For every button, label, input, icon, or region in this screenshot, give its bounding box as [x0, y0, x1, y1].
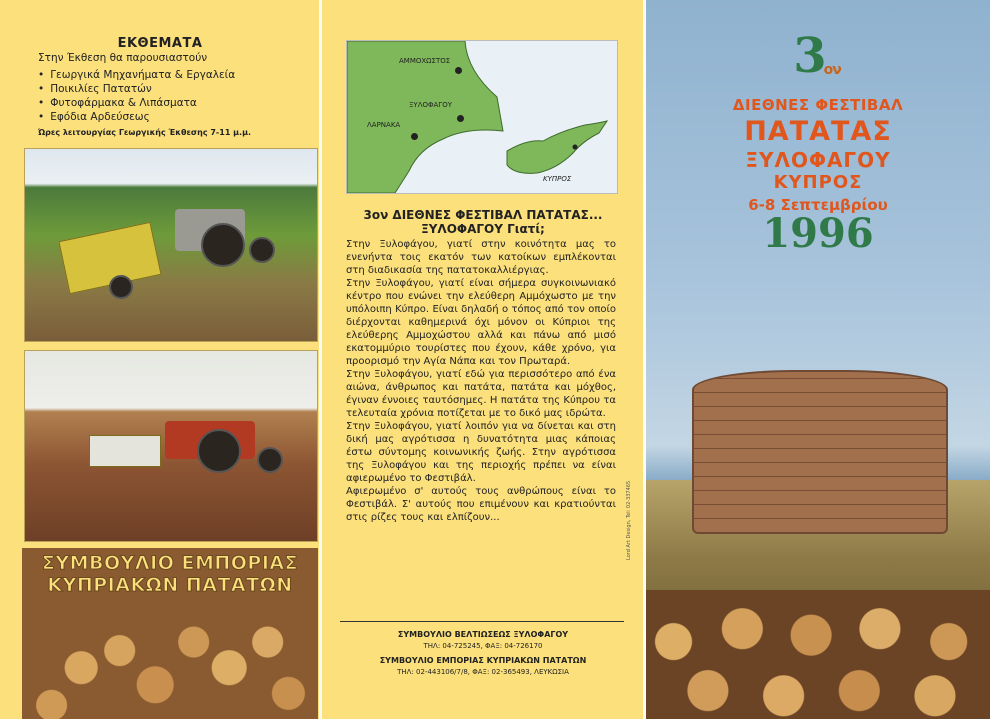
council-heading-line1: ΣΥΜΒΟΥΛΙΟ ΕΜΠΟΡΙΑΣ: [41, 552, 299, 574]
why-paragraph: Στην Ξυλοφάγου, γιατί εδώ για περισσότερο από ένα αιώνα, άνθρωπος και πατάτα, πατάτα και μόχθος, έγιναν έννοιες ταυτόσημες. Η πατάτα της Κύπρου τα τελευταία χρόνια ποτίζεται με το δικό μας ιδρώτα.: [346, 369, 616, 419]
planter-machine: [89, 435, 161, 467]
exhibits-title: ΕΚΘΕΜΑΤΑ: [117, 36, 203, 51]
map-label-ammochostos: ΑΜΜΟΧΩΣΤΟΣ: [399, 57, 451, 65]
tractor-wheel: [257, 447, 283, 473]
ammochostos-dot: [455, 67, 462, 74]
list-item: • Ποικιλίες Πατατών: [38, 82, 235, 96]
cyprus-map: [346, 40, 618, 194]
why-paragraph: Αφιερωμένο σ' αυτούς τους ανθρώπους είναι το Φεστιβάλ. Σ' αυτούς που επιμένουν και κρατιούνται στις ρίζες τους και ελπίζουν...: [346, 486, 616, 523]
map-label-larnaka: ΛΑΡΝΑΚΑ: [367, 121, 401, 129]
why-title-line1: 3ον ΔΙΕΘΝΕΣ ΦΕΣΤΙΒΑΛ ΠΑΤΑΤΑΣ...: [363, 208, 603, 222]
xylofagou-dot: [457, 115, 464, 122]
design-credit: Lord Art Design, Tel: 02-337465: [626, 480, 632, 560]
exhibits-intro: Στην Έκθεση θα παρουσιαστούν: [38, 52, 208, 64]
edition-ordinal: ον: [823, 62, 841, 78]
exhibits-list: [38, 68, 235, 124]
map-label-kypros: ΚΥΠΡΟΣ: [543, 175, 572, 183]
why-paragraph: Στην Ξυλοφάγου, γιατί είναι σήμερα συγκοινωνιακό κέντρο που ενώνει την ελεύθερη Αμμόχωστο με την υπόλοιπη Κύπρο. Είναι δηλαδή ο τόπος από τον οποίο διέρχονται καθημερινά όχι μόνον οι Κύπριοι της ελεύθερης Αμμοχώστου αλλά και πάνω από μισό εκατομμύριο τουρίστες που έχουν, κάθε χρόνο, για προορισμό την Αγία Νάπα και τον Πρωταρά.: [346, 278, 616, 367]
cover-line-potato: ΠΑΤΑΤΑΣ: [744, 116, 892, 147]
harvester-tractor-photo: [24, 148, 318, 342]
cover-line-international-festival: ΔΙΕΘΝΕΣ ΦΕΣΤΙΒΑΛ: [732, 96, 904, 114]
list-item: • Εφόδια Αρδεύσεως: [38, 110, 235, 124]
why-body: [346, 238, 616, 524]
cover-line-cyprus: ΚΥΠΡΟΣ: [773, 172, 863, 193]
cyprus-island: [507, 121, 607, 173]
list-item: • Φυτοφάρμακα & Λιπάσματα: [38, 96, 235, 110]
why-title-line2: ΞΥΛΟΦΑΓΟΥ Γιατί;: [421, 222, 545, 236]
edition-number: [646, 28, 990, 84]
contact-divider: [340, 621, 624, 622]
cart-wheel: [109, 275, 133, 299]
contact-tel-xylofagou: ΤΗΛ: 04-725245, ΦΑΞ: 04-726170: [423, 642, 543, 650]
planting-tractor-photo: [24, 350, 318, 542]
contact-org-potato-board: ΣΥΜΒΟΥΛΙΟ ΕΜΠΟΡΙΑΣ ΚΥΠΡΙΑΚΩΝ ΠΑΤΑΤΩΝ: [379, 656, 587, 665]
cover-line-xylofagou: ΞΥΛΟΦΑΓΟΥ: [745, 148, 891, 172]
stone-tower: [692, 370, 948, 534]
council-heading-line2: ΚΥΠΡΙΑΚΩΝ ΠΑΤΑΤΩΝ: [47, 574, 293, 596]
exhibition-hours: Ώρες λειτουργίας Γεωργικής Έκθεσης 7-11 μ.μ.: [38, 128, 252, 137]
contact-tel-potato-board: ΤΗΛ: 02-443106/7/8, ΦΑΞ: 02-365493, ΛΕΥΚΩΣΙΑ: [397, 668, 569, 676]
cover-year: 1996: [762, 210, 874, 257]
map-graphic: [347, 41, 617, 193]
larnaka-dot: [411, 133, 418, 140]
map-label-xylofagou: ΞΥΛΟΦΑΓΟΥ: [409, 101, 452, 109]
cover-dates: 6-8 Σεπτεμβρίου: [748, 196, 888, 214]
potatoes-photo-right: [646, 590, 990, 719]
tractor-wheel: [197, 429, 241, 473]
list-item: • Γεωργικά Μηχανήματα & Εργαλεία: [38, 68, 235, 82]
island-location-dot: [573, 145, 578, 150]
tractor-wheel: [201, 223, 245, 267]
why-paragraph: Στην Ξυλοφάγου, γιατί λοιπόν για να δίνεται και στη δική μας αγρότισσα η δυνατότητα μιας κάποιας έστω σύντομης κοινωνικής ζωής. Στην αγρότισσα της Ξυλοφάγου και της περιοχής πρέπει να είναι αφιερωμένο το Φεστιβάλ.: [346, 421, 616, 484]
contact-org-xylofagou: ΣΥΜΒΟΥΛΙΟ ΒΕΛΤΙΩΣΕΩΣ ΞΥΛΟΦΑΓΟΥ: [397, 630, 569, 639]
tractor-wheel: [249, 237, 275, 263]
why-paragraph: Στην Ξυλοφάγου, γιατί στην κοινότητα μας το ενενήντα τοις εκατόν των κατοίκων εμπλέκονται στη διαδικασία της πατατοκαλλιέργιας.: [346, 239, 616, 276]
edition-digit: 3: [793, 28, 826, 84]
